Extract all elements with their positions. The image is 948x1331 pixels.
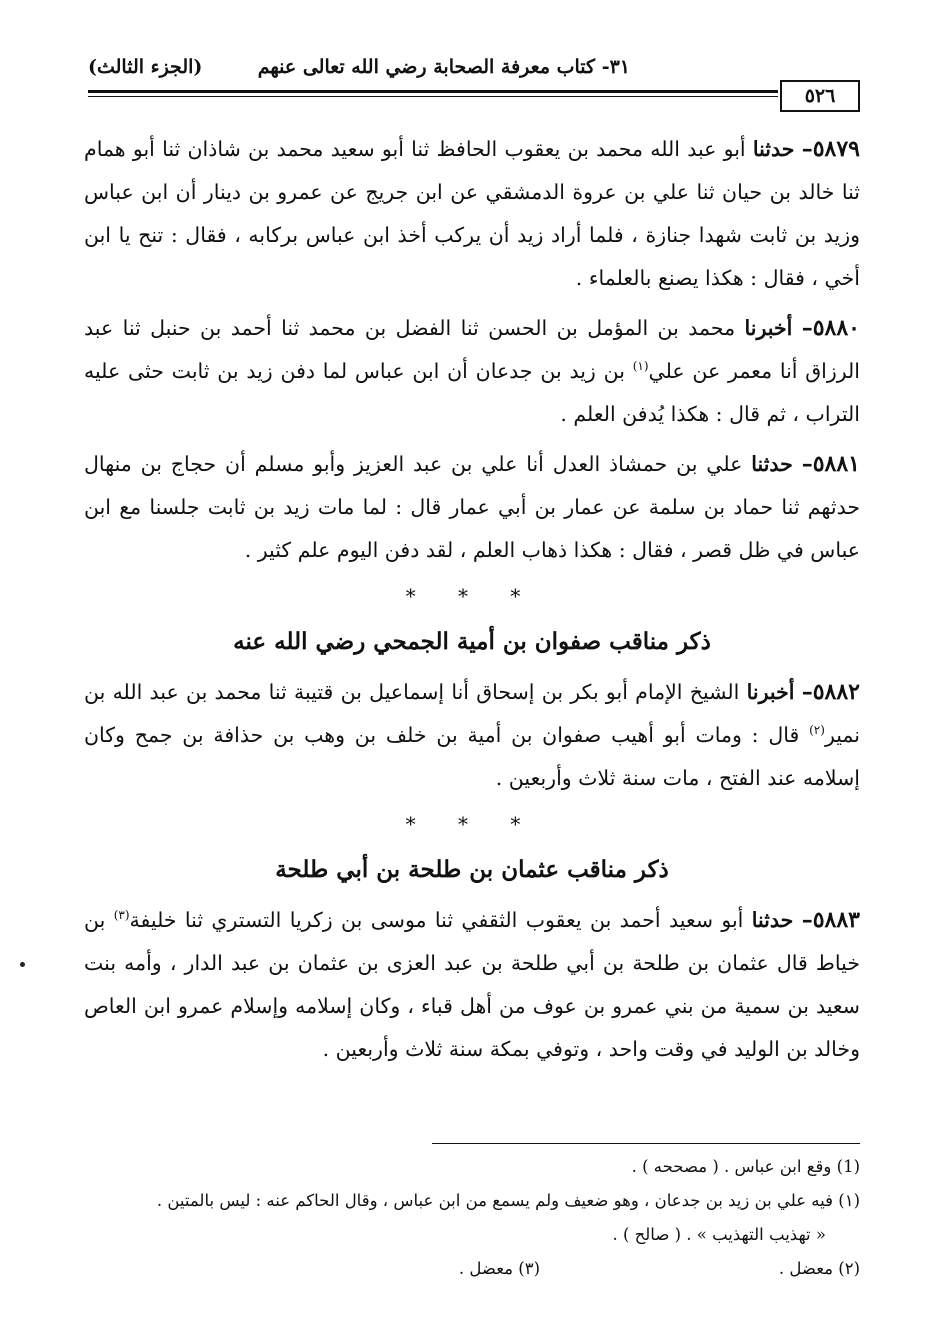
hadith-text: علي بن حمشاذ العدل أنا علي بن عبد العزيز وأبو مسلم أن حجاج بن منهال حدثهم ثنا حماد بن سلمة عن عمار بن أبي عمار قال : لما مات زيد بن ثابت جلسنا مع ابن عباس في ظل قصر ، فقال : هكذا ذهاب العلم ، لقد دفن اليوم علم كثير .	[84, 452, 860, 562]
hadith-number: ٥٨٨٢–	[801, 679, 860, 705]
hadith-number: ٥٨٨٠–	[801, 315, 860, 341]
footnote-marker: (٣)	[113, 908, 130, 923]
section-heading-safwan: ذكر مناقب صفوان بن أمية الجمحي رضي الله عنه	[233, 628, 711, 655]
hadith-text: أبو سعيد أحمد بن يعقوب الثقفي ثنا موسى بن زكريا التستري ثنا خليفة	[129, 908, 744, 932]
narration-keyword: حدثنا	[751, 452, 793, 476]
hadith-number: ٥٨٨١–	[801, 451, 860, 477]
footnote-4: (٣) معضل .	[458, 1259, 540, 1278]
hadith-5881	[84, 443, 860, 572]
hadith-text: أبو عبد الله محمد بن يعقوب الحافظ ثنا أبو سعيد محمد بن شاذان ثنا أبو همام ثنا خالد بن حيان ثنا علي بن عروة الدمشقي عن ابن جريج عن عمرو بن دينار أن ابن عباس وزيد بن ثابت شهدا جنازة ، فلما أراد زيد أن يركب أخذ ابن عباس بركابه ، فقال : تنح يا ابن أخي ، فقال : هكذا يصنع بالعلماء .	[84, 137, 860, 290]
body-text	[84, 128, 860, 1075]
header-rule-thin	[88, 96, 778, 97]
footnote-rule	[432, 1143, 860, 1144]
narration-keyword: أخبرنا	[744, 316, 793, 340]
header-rule	[88, 90, 778, 93]
narration-keyword: حدثنا	[752, 137, 795, 161]
section-separator: * * *	[405, 812, 539, 836]
hadith-text: الشيخ الإمام أبو بكر بن إسحاق أنا إسماعيل بن قتيبة ثنا محمد بن عبد الله بن نمير	[84, 680, 860, 747]
hadith-text: محمد بن المؤمل بن الحسن ثنا الفضل بن محمد ثنا أحمد بن حنبل ثنا عبد الرزاق أنا معمر عن علي	[84, 316, 860, 383]
running-header	[88, 52, 860, 92]
footnote-marker: (٢)	[809, 723, 825, 738]
hadith-5879	[84, 128, 860, 300]
hadith-5880	[84, 307, 860, 436]
narration-keyword: حدثنا	[751, 908, 794, 932]
narration-keyword: أخبرنا	[746, 680, 795, 704]
section-separator: * * *	[405, 584, 539, 608]
volume-label: (الجزء الثالث)	[88, 56, 203, 78]
hadith-5882	[84, 671, 860, 800]
hadith-text-cont: قال : ومات أبو أهيب صفوان بن أمية بن خلف بن وهب بن حذافة بن جمح وكان إسلامه عند الفتح ، مات سنة ثلاث وأربعين .	[84, 723, 860, 790]
scan-speck	[20, 962, 25, 967]
footnote-marker: (١)	[632, 359, 649, 374]
footnote-2: (١) فيه علي بن زيد بن جدعان ، وهو ضعيف ولم يسمع من ابن عباس ، وقال الحاكم عنه : ليس بالمتين .	[156, 1191, 860, 1210]
hadith-5883	[84, 899, 860, 1071]
hadith-text-cont: بن زيد بن جدعان أن ابن عباس لما دفن زيد بن ثابت حثى عليه التراب ، ثم قال : هكذا يُدفن العلم .	[84, 359, 860, 426]
chapter-title: ٣١- كتاب معرفة الصحابة رضي الله تعالى عنهم	[257, 56, 630, 78]
footnotes-row	[84, 1252, 860, 1286]
footnote-1: (1) وقع ابن عباس . ( مصححه ) .	[631, 1157, 860, 1176]
hadith-number: ٥٨٧٩–	[801, 136, 860, 162]
footnote-2-continued: « تهذيب التهذيب » . ( صالح ) .	[612, 1225, 826, 1244]
hadith-number: ٥٨٨٣–	[801, 907, 860, 933]
hadith-text-cont: بن خياط قال عثمان بن طلحة بن أبي طلحة بن عبد العزى بن عثمان بن عبد الدار ، وأمه بنت سعيد بن سمية من بني عمرو بن عوف من أهل قباء ، وكان إسلامه وإسلام عمرو ابن العاص وخالد بن الوليد في وقت واحد ، وتوفي بمكة سنة ثلاث وأربعين .	[84, 908, 860, 1061]
section-heading-uthman: ذكر مناقب عثمان بن طلحة بن أبي طلحة	[275, 856, 669, 883]
page-number: ٥٢٦	[780, 80, 860, 112]
footnotes	[84, 1150, 860, 1286]
footnote-3: (٢) معضل .	[778, 1259, 860, 1278]
